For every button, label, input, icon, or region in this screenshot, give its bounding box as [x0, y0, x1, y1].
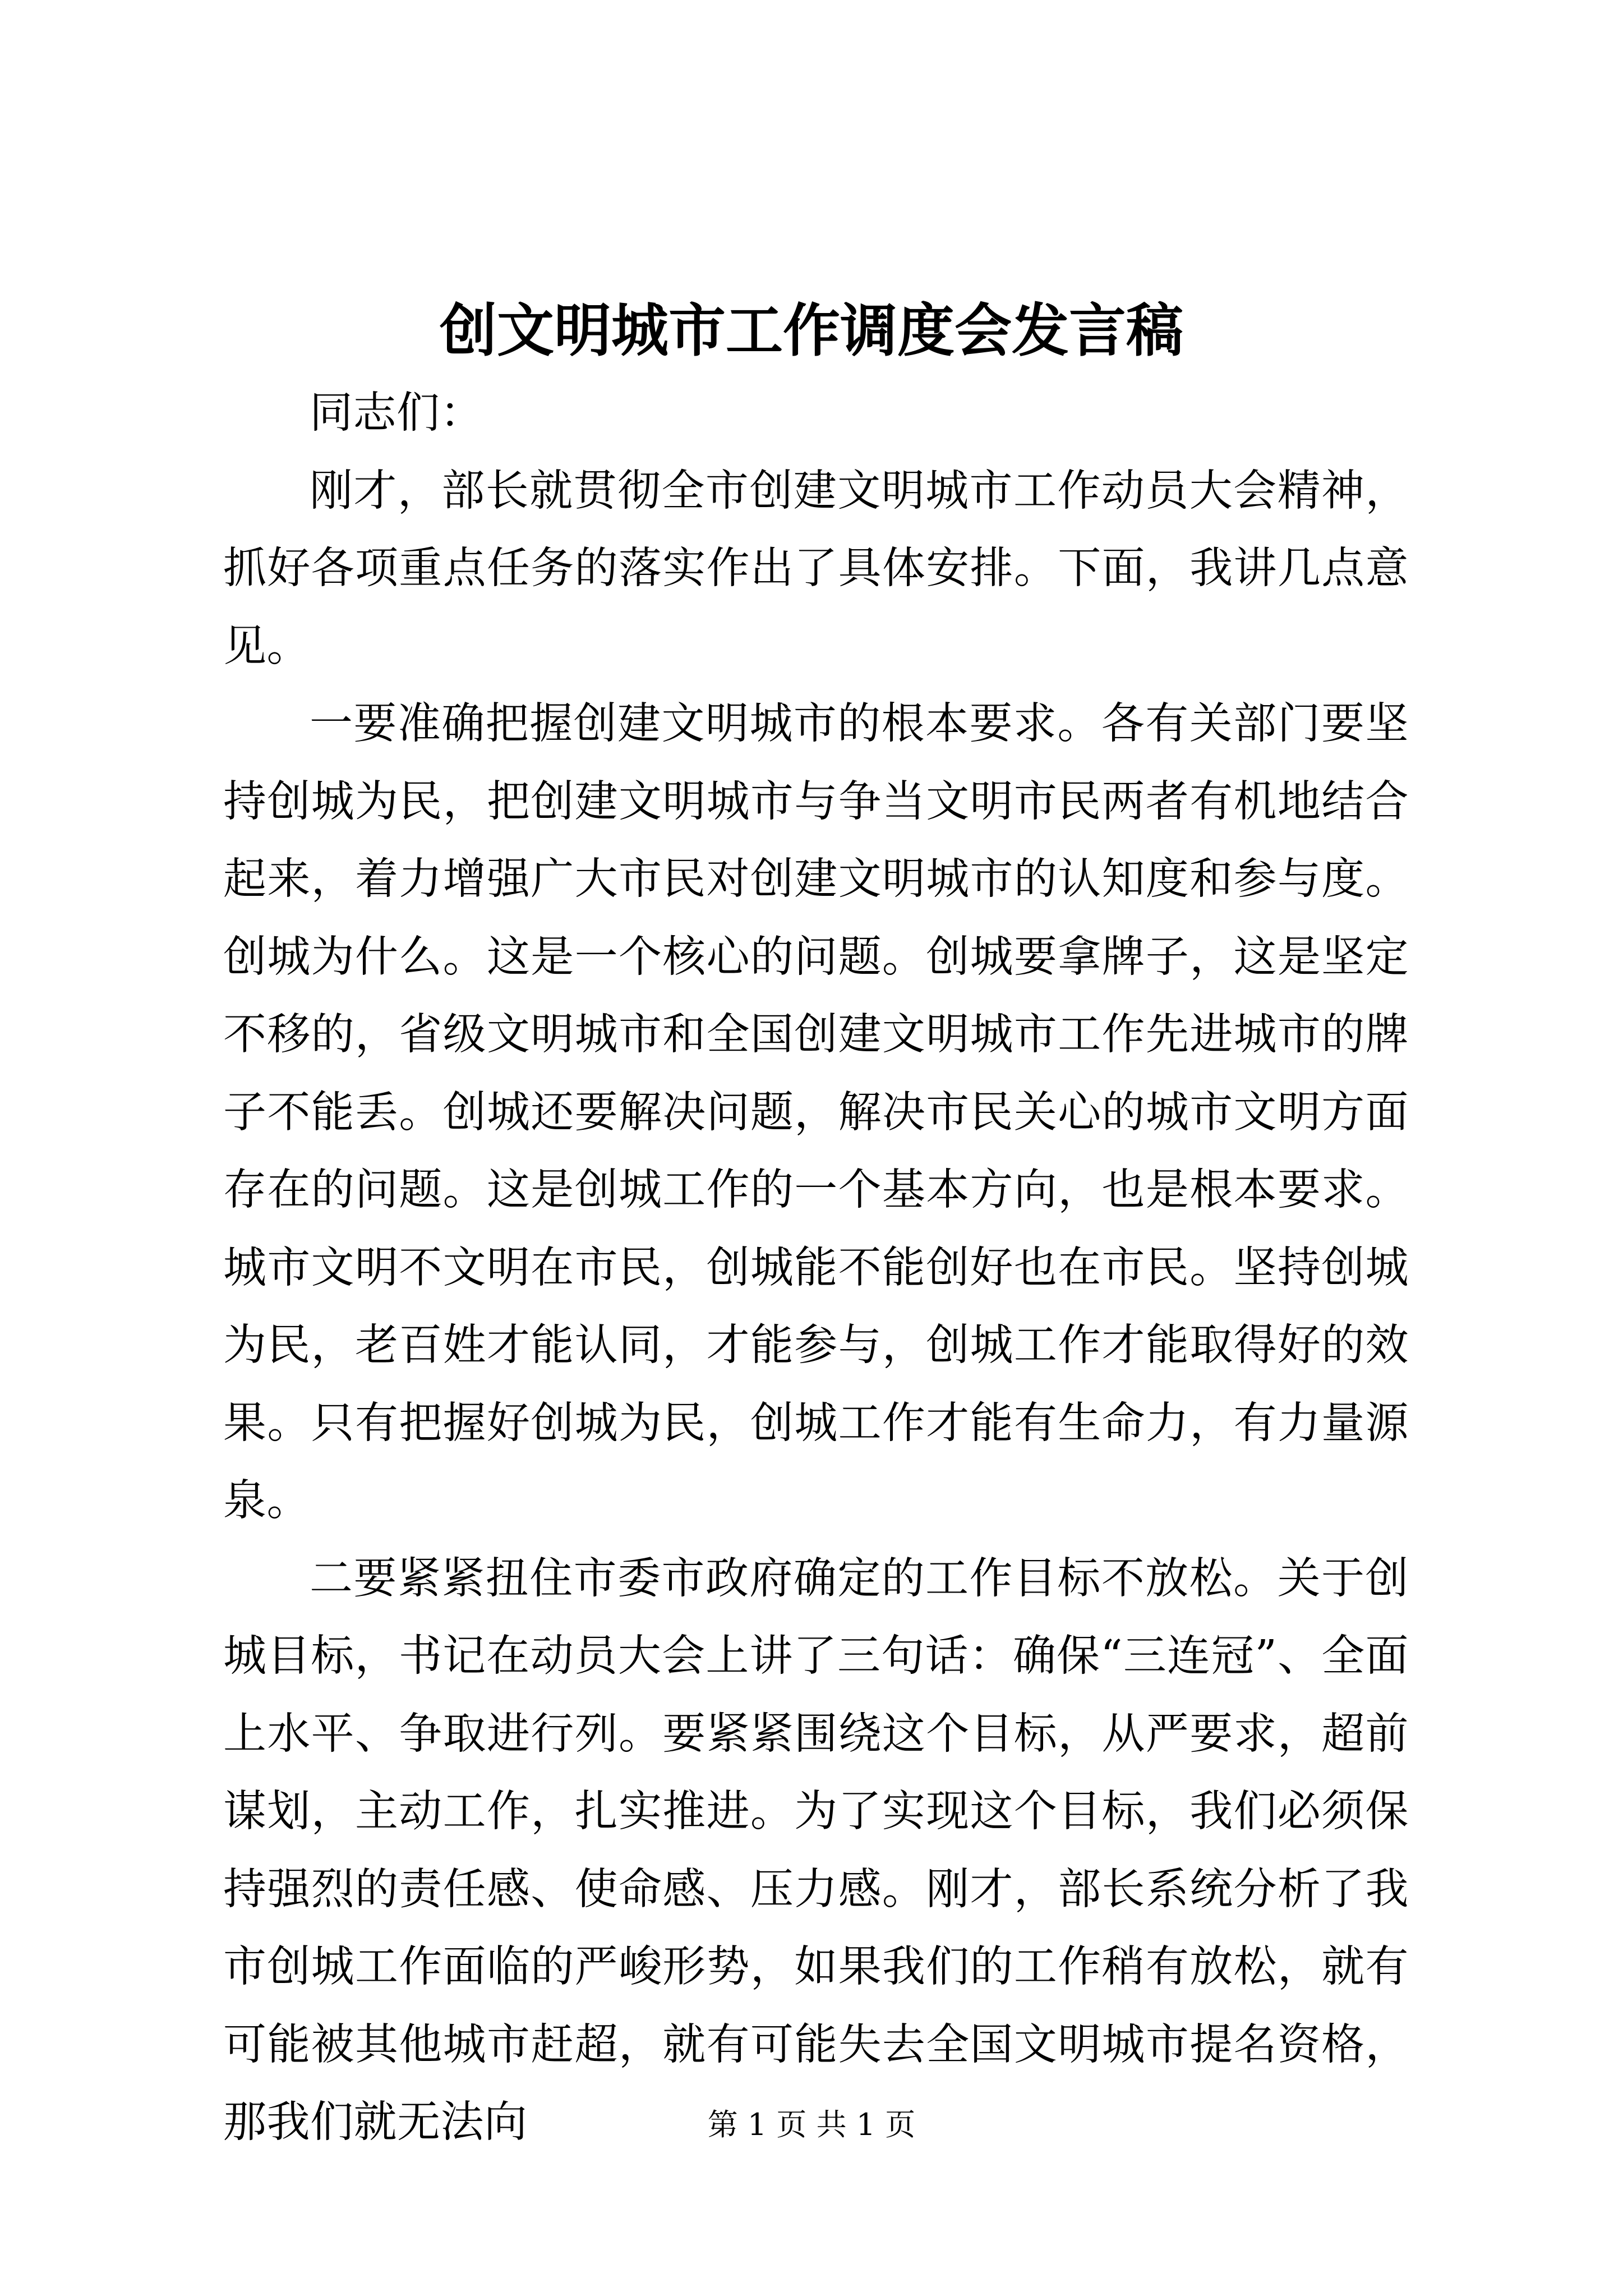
- point-one-paragraph: 一要准确把握创建文明城市的根本要求。各有关部门要坚持创城为民，把创建文明城市与争当文明市民两者有机地结合起来，着力增强广大市民对创建文明城市的认知度和参与度。创城为什么。这是一个核心的问题。创城要拿牌子，这是坚定不移的，省级文明城市和全国创建文明城市工作先进城市的牌子不能丢。创城还要解决问题，解决市民关心的城市文明方面存在的问题。这是创城工作的一个基本方向，也是根本要求。城市文明不文明在市民，创城能不能创好也在市民。坚持创城为民，老百姓才能认同，才能参与，创城工作才能取得好的效果。只有把握好创城为民，创城工作才能有生命力，有力量源泉。: [223, 699, 1409, 1526]
- page-footer: 第 1 页 共 1 页: [707, 2107, 916, 2142]
- document-body: [223, 375, 1409, 2162]
- opening-paragraph: 刚才，部长就贯彻全市创建文明城市工作动员大会精神，抓好各项重点任务的落实作出了具体安排。下面，我讲几点意见。: [223, 466, 1409, 671]
- document-title: 创文明城市工作调度会发言稿: [440, 297, 1183, 365]
- salutation-paragraph: 同志们：: [310, 388, 483, 438]
- point-two-paragraph: 二要紧紧扭住市委市政府确定的工作目标不放松。关于创城目标，书记在动员大会上讲了三句话：确保“三连冠”、全面上水平、争取进行列。要紧紧围绕这个目标，从严要求，超前谋划，主动工作，扎实推进。为了实现这个目标，我们必须保持强烈的责任感、使命感、压力感。刚才，部长系统分析了我市创城工作面临的严峻形势，如果我们的工作稍有放松，就有可能被其他城市赶超，就有可能失去全国文明城市提名资格，那我们就无法向: [223, 1553, 1409, 2147]
